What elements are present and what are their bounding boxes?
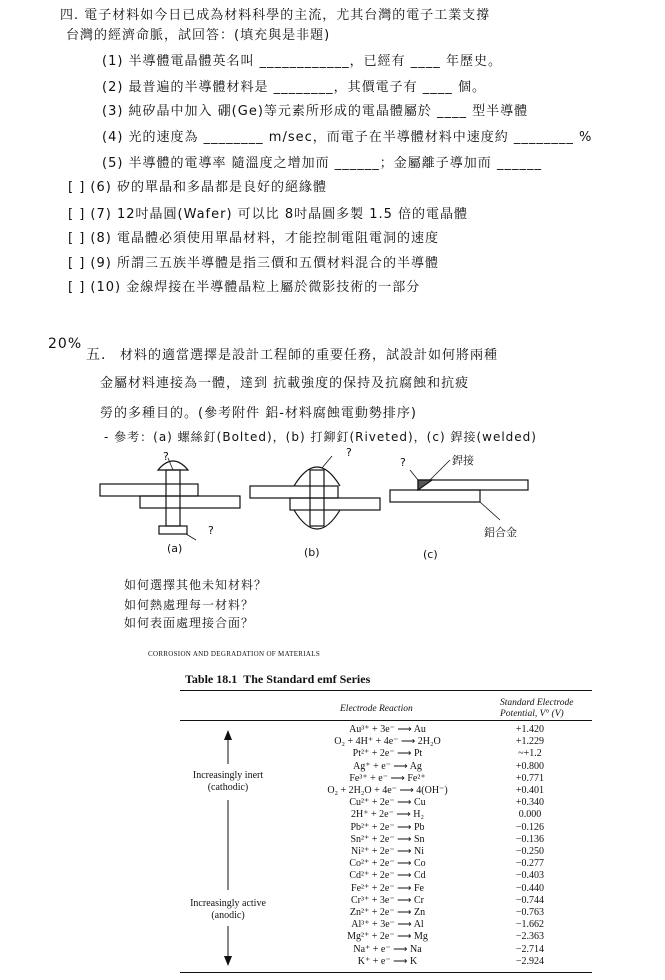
q4-line: (1) 半導體電晶體英名叫 ____________，已經有 ____ 年歷史。 <box>102 54 502 69</box>
q4-line: [ ] (10) 金線焊接在半導體晶粒上屬於微影技術的一部分 <box>68 280 421 295</box>
electrode-reaction: Zn²⁺ + 2e⁻ ⟶ Zn <box>349 907 426 918</box>
electrode-potential: −0.440 <box>515 882 545 894</box>
bolted-joint-sketch <box>100 458 240 540</box>
electrode-reaction: Co²⁺ + 2e⁻ ⟶ Co <box>349 858 426 870</box>
electrode-reaction: K⁺ + e⁻ ⟶ K <box>357 955 418 967</box>
electrode-reaction: O₂ + 2H₂O + 4e⁻ ⟶ 4(OH⁻) <box>327 785 448 796</box>
table-row <box>180 834 600 846</box>
q4-line: 四. 電子材料如今日已成為材料科學的主流，尤其台灣的電子工業支撐 <box>60 8 491 23</box>
sketch-caption: (b) <box>304 546 320 559</box>
sketch-caption: (c) <box>423 548 438 561</box>
electrode-potential: −0.250 <box>515 846 545 857</box>
q5-subquestion: 如何選擇其他未知材料？ <box>124 578 268 592</box>
electrode-potential: −2.714 <box>515 943 545 955</box>
electrode-reaction: Sn²⁺ + 2e⁻ ⟶ Sn <box>350 833 425 845</box>
table-rule-bottom <box>180 972 592 973</box>
electrode-potential: −2.363 <box>515 931 545 943</box>
electrode-reaction: Cr³⁺ + 3e⁻ ⟶ Cr <box>351 894 424 906</box>
q4-line: [ ] (6) 矽的單晶和多晶都是良好的絕緣體 <box>68 180 327 195</box>
table-title <box>185 672 370 687</box>
q5-subquestion: 如何表面處理接合面？ <box>124 616 255 630</box>
table-row <box>180 736 600 748</box>
table-row <box>180 797 600 809</box>
electrode-reaction: Ag⁺ + e⁻ ⟶ Ag <box>353 760 422 772</box>
electrode-reaction: Au³⁺ + 3e⁻ ⟶ Au <box>349 724 426 735</box>
q4-line: (3) 純矽晶中加入 硼(Ge)等元素所形成的電晶體屬於 ____ 型半導體 <box>102 104 529 119</box>
column-header-potential: Standard Electrode <box>500 698 574 708</box>
electrode-potential: −0.744 <box>515 894 545 906</box>
weld-annotation: 銲接 <box>452 454 474 467</box>
q5-score: 20% <box>48 336 83 352</box>
question-mark: ? <box>208 524 214 537</box>
electrode-potential: +0.340 <box>515 797 545 809</box>
q5-hint: - 參考：(a) 螺絲釘(Bolted)，(b) 打鉚釘(Riveted)，(c) 銲接(welded) <box>104 430 537 444</box>
table-caption: The Standard emf Series <box>243 672 371 686</box>
electrode-potential: ~+1.2 <box>518 748 542 760</box>
table-row <box>180 944 600 956</box>
table-row <box>180 956 600 968</box>
alloy-annotation: 鋁合金 <box>484 526 517 539</box>
q5-line: 金屬材料連接為一體，達到 抗載強度的保持及抗腐蝕和抗疲 <box>100 376 470 391</box>
table-row <box>180 724 600 736</box>
electrode-potential: −2.924 <box>515 955 545 967</box>
electrode-reaction: 2H⁺ + 2e⁻ ⟶ H₂ <box>351 809 424 821</box>
table-row <box>180 846 600 858</box>
electrode-reaction: Na⁺ + e⁻ ⟶ Na <box>353 943 422 955</box>
table-number: Table 18.1 <box>185 672 238 686</box>
q5-subquestion: 如何熱處理每一材料？ <box>124 598 255 612</box>
label-anodic: (anodic) <box>211 910 245 921</box>
q4-line: (2) 最普遍的半導體材料是 ________，其價電子有 ____ 個。 <box>102 80 486 95</box>
label-inert: Increasingly inert <box>192 770 264 781</box>
electrode-reaction: Pt²⁺ + 2e⁻ ⟶ Pt <box>352 748 423 760</box>
question-mark: ? <box>163 450 169 463</box>
table-rule-header <box>180 720 592 721</box>
electrode-potential: +0.401 <box>515 785 545 796</box>
table-row <box>180 883 600 895</box>
question-mark: ? <box>346 446 352 459</box>
electrode-reaction: Cu²⁺ + 2e⁻ ⟶ Cu <box>349 797 426 809</box>
electrode-potential: −0.126 <box>515 821 545 833</box>
electrode-reaction: Cd²⁺ + 2e⁻ ⟶ Cd <box>349 870 426 882</box>
electrode-reaction: Fe³⁺ + e⁻ ⟶ Fe²⁺ <box>349 772 426 784</box>
electrode-potential: +0.771 <box>515 772 545 784</box>
table-row <box>180 931 600 943</box>
q4-line: (5) 半導體的電導率 隨溫度之增加而 ______；金屬離子導加而 ______ <box>102 156 542 171</box>
sketch-caption: (a) <box>167 542 183 555</box>
electrode-potential: −1.662 <box>515 919 545 931</box>
electrode-potential: 0.000 <box>518 809 542 821</box>
electrode-potential: −0.763 <box>515 907 545 918</box>
table-row <box>180 809 600 821</box>
electrode-reaction: O₂ + 4H⁺ + 4e⁻ ⟶ 2H₂O <box>334 736 441 748</box>
table-rule-top <box>180 690 592 691</box>
electrode-potential: +1.229 <box>515 736 545 748</box>
label-cathodic: (cathodic) <box>207 782 249 793</box>
electrode-potential: −0.403 <box>515 870 545 882</box>
electrode-reaction: Ni²⁺ + 2e⁻ ⟶ Ni <box>351 846 424 857</box>
table-row <box>180 748 600 760</box>
electrode-potential: +0.800 <box>515 760 545 772</box>
table-row <box>180 822 600 834</box>
column-header-reaction: Electrode Reaction <box>340 704 413 714</box>
q5-number: 五. <box>86 347 107 363</box>
table-row <box>180 870 600 882</box>
electrode-potential: +1.420 <box>515 724 545 735</box>
welded-joint-sketch <box>390 460 528 520</box>
table-row <box>180 858 600 870</box>
q4-line: [ ] (7) 12吋晶圓(Wafer) 可以比 8吋晶圓多製 1.5 倍的電晶體 <box>68 207 469 222</box>
q4-line: [ ] (9) 所謂三五族半導體是指三價和五價材料混合的半導體 <box>68 256 439 271</box>
riveted-joint-sketch <box>250 456 380 529</box>
q4-line: 台灣的經濟命脈，試回答：(填充與是非題) <box>66 28 331 43</box>
electrode-potential: −0.136 <box>515 833 545 845</box>
electrode-reaction: Pb²⁺ + 2e⁻ ⟶ Pb <box>350 821 425 833</box>
q5-line: 材料的適當選擇是設計工程師的重要任務，試設計如何將兩種 <box>120 348 499 363</box>
q5-line: 勞的多種目的。(參考附件 鋁-材料腐蝕電動勢排序) <box>100 406 417 421</box>
electrode-reaction: Fe²⁺ + 2e⁻ ⟶ Fe <box>351 882 424 894</box>
q4-line: (4) 光的速度為 ________ m/sec，而電子在半導體材料中速度約 ________ % <box>102 130 593 145</box>
label-active: Increasingly active <box>190 898 266 909</box>
question-mark: ? <box>400 456 406 469</box>
q4-line: [ ] (8) 電晶體必須使用單晶材料，才能控制電阻電洞的速度 <box>68 231 439 246</box>
running-head: CORROSION AND DEGRADATION OF MATERIALS <box>148 650 321 658</box>
electrode-reaction: Mg²⁺ + 2e⁻ ⟶ Mg <box>347 931 428 943</box>
electrode-potential: −0.277 <box>515 858 545 870</box>
column-header-potential-unit: Potential, V° (V) <box>500 709 564 719</box>
electrode-reaction: Al³⁺ + 3e⁻ ⟶ Al <box>351 919 424 931</box>
